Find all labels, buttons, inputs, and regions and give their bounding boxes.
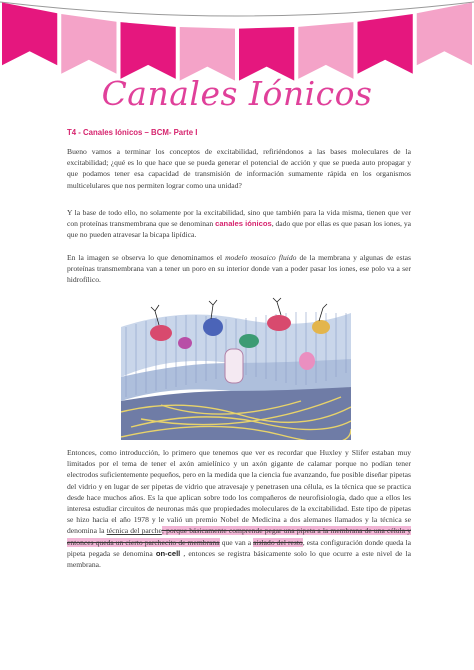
text: , esta configuración donde queda la pipeta pegada se denomina (67, 537, 411, 558)
underline-tecnica: técnica del parche (106, 526, 162, 536)
protein (312, 320, 330, 334)
text: En la imagen se observa lo que denominamos el (67, 253, 226, 262)
text: , entonces se registra básicamente solo lo que ocurre a este nivel de la membrana. (67, 548, 411, 570)
paragraph-2 (67, 207, 411, 241)
text: Entonces, como introducción, lo primero que tenemos que ver es recordar que Huxley y Slifer estaban muy limitados por el tema de tener el axón amielínico y un axón gigante de calamar porque no podían tener electrodos suficientemente pequeños, pero en la medida que la ciencia fue avanzando, fue posible diseñar pipetas del vidrio y en lugar de ser pipetas de vidrio que atravesaje y penetrasen una célula, es la técnica que se practica desde hace muchos años. Es la que aplican sobre todo los compañeros de neurofisiología, dado que a ellos les interesa estudiar circuitos de neuronas más que propiedades moleculares de la excitabilidad. Este tipo de pipetas se hizo hacia el año 1978 y le valió un premio Nobel de Medicina a dos alemanes llamados y la técnica se denomina la (67, 448, 411, 536)
text: de la membrana y algunas de estas proteínas transmembrana van a tener un poro en su interior donde van a poder pasar los iones, ese polo va a ser hidrofílico. (67, 253, 412, 285)
highlight-pipeta: ; porque básicamente comprende pegar una pipeta a la membrana de una célula y entonces queda un cierto parchecito de membrana (67, 526, 411, 547)
text: , dado que por ellas es que pasan los iones, ya que no pueden atravesar la bicapa lipídica. (67, 219, 411, 240)
protein (267, 315, 291, 331)
paragraph-1: Bueno vamos a terminar los conceptos de excitabilidad, refiriéndonos a las bases moleculares de la excitabilidad; ¿qué es lo que hace que se pueda generar el potencial de acción y que se pueda auto propagar y que podamos tener esa capacidad de transmisión de información sumamente rápida en los organismos multicelulares que nos permiten lograr como una unidad? (67, 147, 411, 190)
bunting-flag (298, 22, 353, 79)
bunting-string (0, 2, 474, 16)
protein (203, 318, 223, 336)
bunting-flag (180, 27, 235, 81)
fluid-mosaic-membrane-illustration (121, 297, 351, 440)
paragraph-4 (67, 447, 411, 570)
bunting-flag (61, 14, 116, 74)
bunting-flag (121, 22, 176, 79)
bunting-flag (358, 14, 413, 74)
keyword-canales: canales iónicos (215, 219, 272, 229)
bunting-flag (417, 2, 472, 65)
page-title: Canales Iónicos (101, 74, 373, 113)
paragraph-3 (67, 252, 411, 286)
protein (299, 352, 315, 370)
protein (239, 334, 259, 348)
bunting-flag (2, 2, 57, 65)
section-heading: T4 - Canales Iónicos – BCM- Parte I (67, 128, 198, 137)
keyword-on-cell: on-cell (155, 548, 181, 558)
channel-protein (225, 349, 243, 383)
bunting-flag (239, 27, 294, 81)
protein (150, 325, 172, 341)
text: que van a (219, 537, 254, 547)
text: Y la base de todo ello, no solamente por la excitabilidad, sino que también para la vida misma, tienen que ver con proteínas transmembrana que se denominan (67, 208, 411, 229)
emphasis-modelo: modelo mosaico fluido (225, 253, 297, 262)
highlight-aislado: aislado del resto (253, 537, 303, 547)
protein (178, 337, 192, 349)
